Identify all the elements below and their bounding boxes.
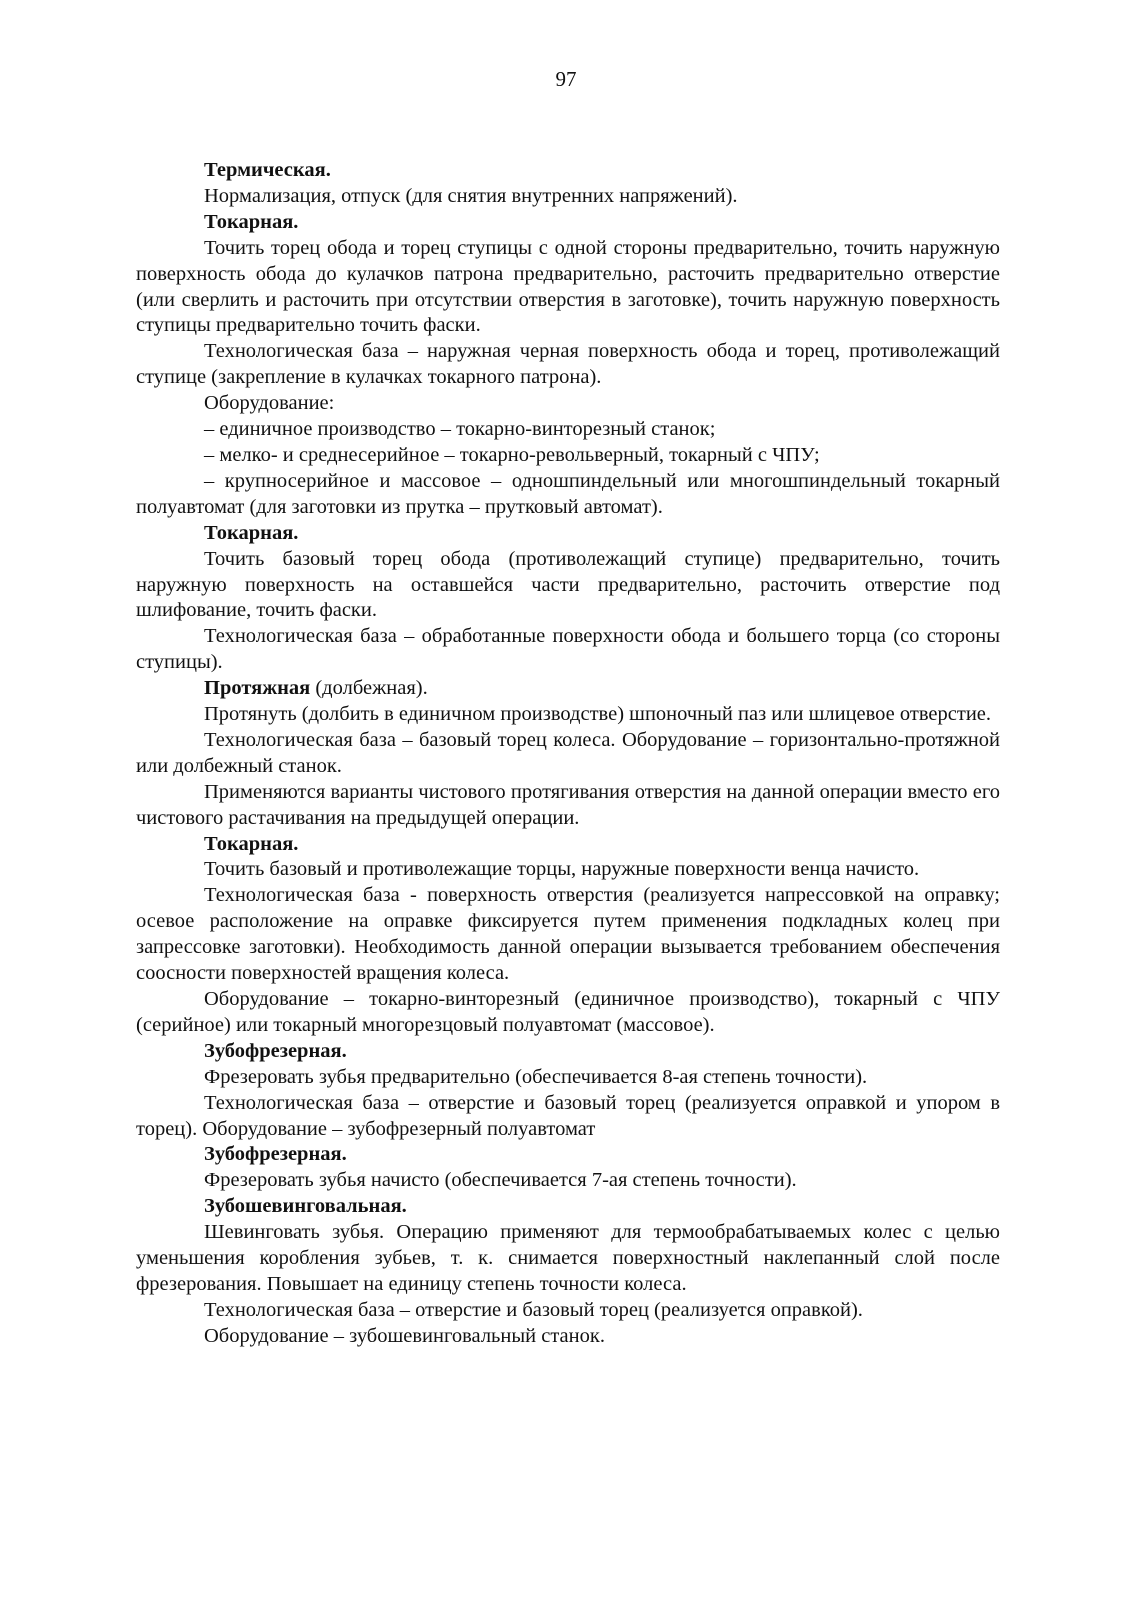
paragraph: Оборудование: [204,392,335,415]
paragraph: Применяются варианты чистового протягивания отверстия на данной операции вместо его чистового растачивания на предыдущей операции. [136,780,1000,829]
section-heading-turning-1: Токарная. [204,210,299,233]
paragraph: Технологическая база – наружная черная поверхность обода и торец, противолежащий ступице (закрепление в кулачках токарного патрона). [136,340,1000,389]
paragraph: Протянуть (долбить в единичном производстве) шпоночный паз или шлицевое отверстие. [204,703,992,726]
paragraph: Фрезеровать зубья предварительно (обеспечивается 8-ая степень точности). [204,1065,868,1088]
document-body [136,158,1000,1350]
page-number: 97 [555,67,577,91]
paragraph: Технологическая база - поверхность отверстия (реализуется напрессовкой на оправку; осевое расположение на оправке фиксируется путем применения подкладных колец при запрессовке заготовки). Необходимость данной операции вызывается требованием обеспечения соосности поверхностей вращения колеса. [136,884,1000,985]
section-heading-gear-milling-2: Зубофрезерная. [204,1143,347,1166]
paragraph: Точить базовый и противолежащие торцы, наружные поверхности венца начисто. [204,858,920,881]
paragraph: Технологическая база – отверстие и базовый торец (реализуется оправкой). [204,1298,863,1321]
list-item: – крупносерийное и массовое – одношпиндельный или многошпиндельный токарный полуавтомат (для заготовки из прутка – прутковый автомат). [136,469,1000,518]
heading-bold-part: Протяжная [204,677,311,700]
section-heading-turning-2: Токарная. [204,521,299,544]
section-heading-broaching [136,676,1000,702]
paragraph: Оборудование – зубошевинговальный станок. [204,1324,605,1347]
section-heading-turning-3: Токарная. [204,832,299,855]
paragraph: Точить базовый торец обода (противолежащий ступице) предварительно, точить наружную поверхность на оставшейся части предварительно, расточить отверстие под шлифование, точить фаски. [136,547,1000,622]
paragraph: Оборудование – токарно-винторезный (единичное производство), токарный с ЧПУ (серийное) или токарный многорезцовый полуавтомат (массовое). [136,988,1000,1036]
paragraph: Нормализация, отпуск (для снятия внутренних напряжений). [204,184,738,207]
paragraph: Шевинговать зубья. Операцию применяют для термообрабатываемых колес с целью уменьшения коробления зубьев, т. к. снимается поверхностный наклепанный слой после фрезерования. Повышает на единицу степень точности колеса. [136,1221,1000,1295]
heading-rest-part: (долбежная). [310,677,428,700]
paragraph: Технологическая база – обработанные поверхности обода и большего торца (со стороны ступицы). [136,625,1000,674]
section-heading-gear-shaving: Зубошевинговальная. [204,1195,407,1218]
list-item: – мелко- и среднесерийное – токарно-револьверный, токарный с ЧПУ; [204,443,820,466]
paragraph: Технологическая база – базовый торец колеса. Оборудование – горизонтально-протяжной или долбежный станок. [136,728,1000,777]
paragraph: Фрезеровать зубья начисто (обеспечивается 7-ая степень точности). [204,1169,797,1192]
paragraph: Точить торец обода и торец ступицы с одной стороны предварительно, точить наружную поверхность обода до кулачков патрона предварительно, расточить предварительно отверстие (или сверлить и расточить при отсутствии отверстия в заготовке), точить наружную поверхность ступицы предварительно точить фаски. [136,236,1000,337]
list-item: – единичное производство – токарно-винторезный станок; [204,418,716,441]
paragraph: Технологическая база – отверстие и базовый торец (реализуется оправкой и упором в торец). Оборудование – зубофрезерный полуавтомат [136,1091,1000,1140]
section-heading-gear-milling-1: Зубофрезерная. [204,1039,347,1062]
section-heading-thermal: Термическая. [204,159,331,181]
